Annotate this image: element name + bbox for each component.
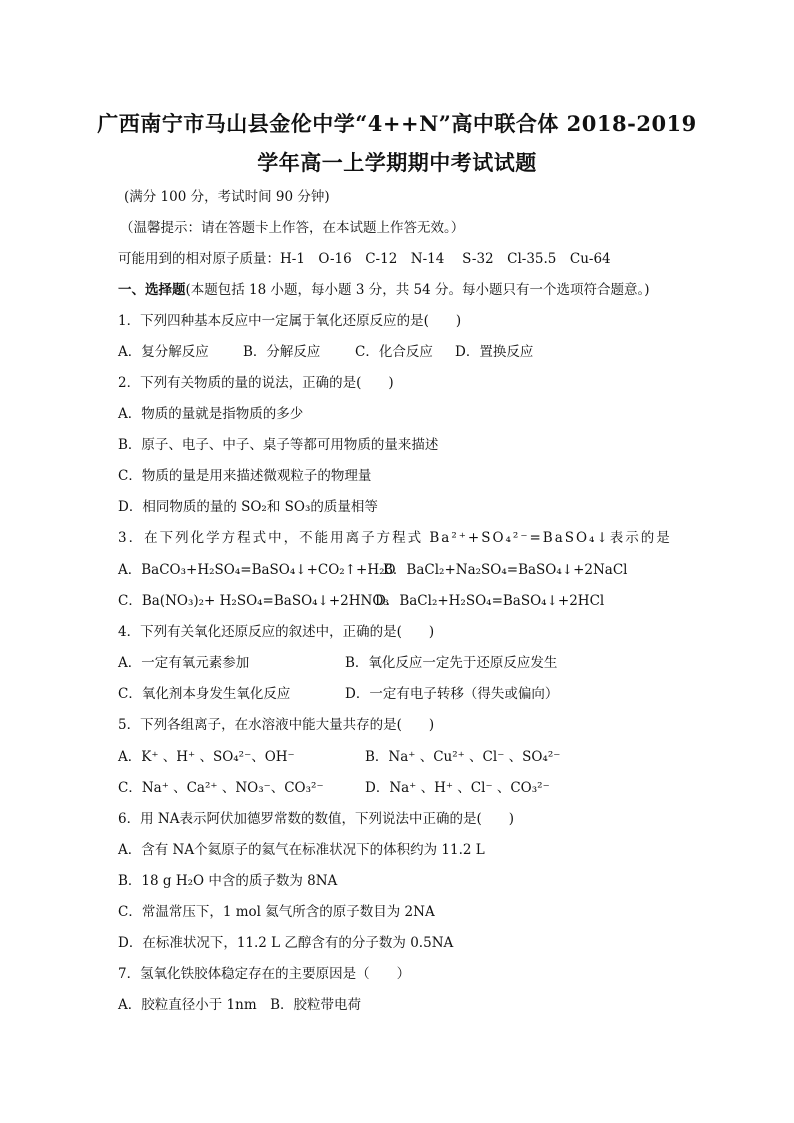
question-2-option-c: C．物质的量是用来描述微观粒子的物理量 bbox=[118, 468, 372, 484]
question-1-option-d: D．置换反应 bbox=[455, 344, 534, 360]
question-6-option-a: A．含有 NA个氦原子的氦气在标准状况下的体积约为 11.2 L bbox=[118, 842, 485, 858]
question-5-option-a: A．K⁺ 、H⁺ 、SO₄²⁻、OH⁻ bbox=[118, 749, 295, 765]
question-4-stem: 4．下列有关氧化还原反应的叙述中，正确的是( ) bbox=[118, 624, 435, 640]
question-4-option-b: B．氧化反应一定先于还原反应发生 bbox=[345, 655, 558, 671]
question-3-stem: 3．在下列化学方程式中，不能用离子方程式 Ba²⁺+SO₄²⁻=BaSO₄↓表示的是 bbox=[118, 530, 672, 546]
question-5-option-c: C．Na⁺ 、Ca²⁺ 、NO₃⁻、CO₃²⁻ bbox=[118, 780, 324, 796]
question-1-option-b: B．分解反应 bbox=[243, 344, 321, 360]
question-7-options-ab: A．胶粒直径小于 1nm B．胶粒带电荷 bbox=[118, 997, 362, 1013]
question-1-stem: 1．下列四种基本反应中一定属于氧化还原反应的是( ) bbox=[118, 313, 462, 329]
question-2-option-d: D．相同物质的量的 SO₂和 SO₃的质量相等 bbox=[118, 499, 378, 515]
question-2-stem: 2．下列有关物质的量的说法，正确的是( ) bbox=[118, 375, 394, 391]
question-6-stem: 6．用 NA表示阿伏加德罗常数的数值，下列说法中正确的是( ) bbox=[118, 811, 514, 827]
score-time-note: (满分 100 分，考试时间 90 分钟) bbox=[124, 189, 330, 205]
exam-title-line2: 学年高一上学期期中考试试题 bbox=[257, 150, 537, 175]
section-description: (本题包括 18 小题，每小题 3 分，共 54 分。每小题只有一个选项符合题意。) bbox=[185, 282, 650, 298]
reminder-note: （温馨提示：请在答题卡上作答，在本试题上作答无效。） bbox=[120, 220, 465, 236]
exam-title-line1: 广西南宁市马山县金伦中学“4++N”高中联合体 2018-2019 bbox=[97, 111, 697, 136]
question-2-option-a: A．物质的量就是指物质的多少 bbox=[118, 406, 304, 422]
question-6-option-d: D．在标准状况下，11.2 L 乙醇含有的分子数为 0.5NA bbox=[118, 935, 454, 951]
question-4-option-d: D．一定有电子转移（得失或偏向） bbox=[345, 686, 559, 702]
section-heading bbox=[118, 281, 649, 299]
question-4-option-a: A．一定有氧元素参加 bbox=[118, 655, 250, 671]
question-3-option-b: B．BaCl₂+Na₂SO₄=BaSO₄↓+2NaCl bbox=[383, 562, 628, 578]
question-7-stem: 7．氢氧化铁胶体稳定存在的主要原因是（ ） bbox=[118, 966, 411, 982]
question-3-option-d: D．BaCl₂+H₂SO₄=BaSO₄↓+2HCl bbox=[375, 593, 605, 609]
question-5-option-d: D．Na⁺ 、H⁺ 、Cl⁻ 、CO₃²⁻ bbox=[365, 780, 550, 796]
question-5-option-b: B．Na⁺ 、Cu²⁺ 、Cl⁻ 、SO₄²⁻ bbox=[365, 749, 561, 765]
atomic-mass-line: 可能用到的相对原子质量：H-1 O-16 C-12 N-14 S-32 Cl-35.5 Cu-64 bbox=[118, 251, 611, 267]
question-3-option-a: A．BaCO₃+H₂SO₄=BaSO₄↓+CO₂↑+H₂O bbox=[118, 562, 396, 578]
section-title: 一、选择题 bbox=[118, 282, 186, 298]
question-4-option-c: C．氧化剂本身发生氧化反应 bbox=[118, 686, 291, 702]
question-6-option-b: B．18 g H₂O 中含的质子数为 8NA bbox=[118, 873, 338, 889]
question-6-option-c: C．常温常压下，1 mol 氦气所含的原子数目为 2NA bbox=[118, 904, 435, 920]
question-2-option-b: B．原子、电子、中子、桌子等都可用物质的量来描述 bbox=[118, 437, 439, 453]
question-3-option-c: C．Ba(NO₃)₂+ H₂SO₄=BaSO₄↓+2HNO₃ bbox=[118, 593, 389, 609]
question-5-stem: 5．下列各组离子，在水溶液中能大量共存的是( ) bbox=[118, 717, 435, 733]
question-1-option-a: A．复分解反应 bbox=[118, 344, 209, 360]
question-1-option-c: C．化合反应 bbox=[355, 344, 433, 360]
